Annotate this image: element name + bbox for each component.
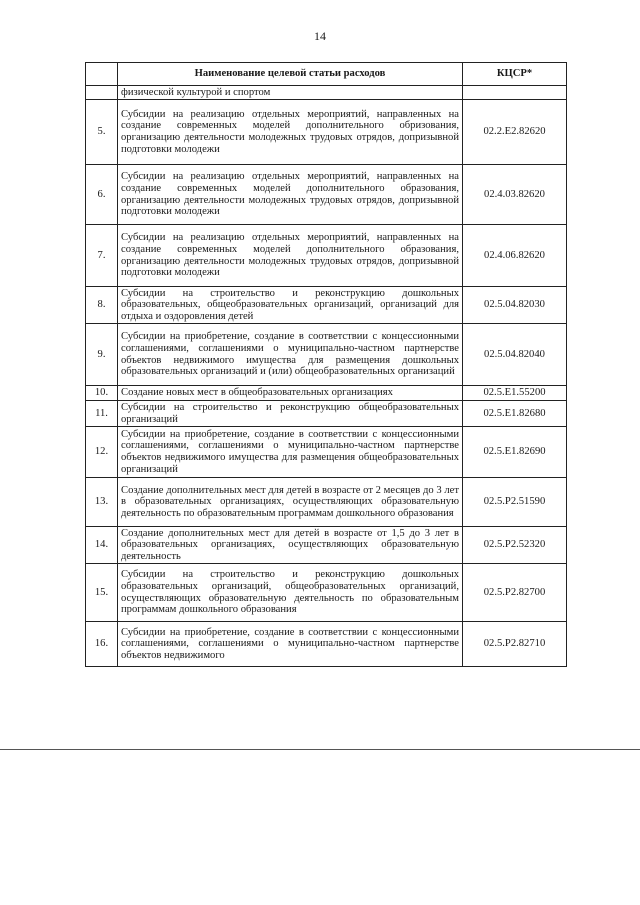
row-number: 15.	[86, 564, 118, 622]
row-name: Субсидии на приобретение, создание в соответствии с концессионными соглашениями, соглашениями о муниципально-частном партнерстве объектов недвижимого имущества для размещения общеобразовательных организаций	[118, 427, 463, 478]
row-code: 02.5.P2.52320	[463, 527, 567, 564]
row-name: Субсидии на строительство и реконструкцию общеобразовательных организаций	[118, 401, 463, 427]
row-number: 13.	[86, 478, 118, 527]
row-code: 02.5.P2.82700	[463, 564, 567, 622]
table-row	[86, 401, 567, 427]
row-name: Создание дополнительных мест для детей в возрасте от 2 месяцев до 3 лет в образовательных организациях, осуществляющих образовательную деятельность по образовательным программам дошкольного образования	[118, 478, 463, 527]
row-code: 02.5.P2.82710	[463, 622, 567, 667]
header-code-cell: КЦСР*	[463, 63, 567, 86]
row-code: 02.5.04.82040	[463, 324, 567, 386]
row-name: Субсидии на реализацию отдельных мероприятий, направленных на создание современных моделей дополнительного образования, организацию деятельности молодежных трудовых отрядов, допризывной подготовки молодежи	[118, 225, 463, 287]
row-name: Субсидии на реализацию отдельных мероприятий, направленных на создание современных моделей дополнительного обризования, организацию деятельности молодежных трудовых отрядов, допризывной подготовки молодежи	[118, 100, 463, 165]
row-name: Субсидии на строительство и реконструкцию дошкольных образовательных организаций, общеобразовательных организаций, осуществляющих образовательную деятельность по образовательным программам дошкольного образования	[118, 564, 463, 622]
row-name: Субсидии на приобретение, создание в соответствии с концессионными соглашениями, соглашениями о муниципально-частном партнерстве объектов недвижимого	[118, 622, 463, 667]
continuation-num-cell	[86, 86, 118, 100]
row-code: 02.5.04.82030	[463, 287, 567, 324]
table-row	[86, 225, 567, 287]
table-row	[86, 287, 567, 324]
row-code: 02.5.P2.51590	[463, 478, 567, 527]
table-row	[86, 478, 567, 527]
row-name: Создание дополнительных мест для детей в возрасте от 1,5 до 3 лет в образовательных организациях, осуществляющих образовательную деятельность	[118, 527, 463, 564]
row-number: 14.	[86, 527, 118, 564]
table-row	[86, 386, 567, 401]
footer-divider	[0, 749, 640, 750]
table-row	[86, 100, 567, 165]
row-code: 02.5.E1.55200	[463, 386, 567, 401]
row-code: 02.4.06.82620	[463, 225, 567, 287]
row-number: 10.	[86, 386, 118, 401]
row-number: 8.	[86, 287, 118, 324]
header-name-cell: Наименование целевой статьи расходов	[118, 63, 463, 86]
row-number: 6.	[86, 165, 118, 225]
row-name: Субсидии на реализацию отдельных мероприятий, направленных на создание современных моделей дополнительного образования, организацию деятельности молодежных трудовых отрядов, допризывной подготовки молодежи	[118, 165, 463, 225]
table-row	[86, 527, 567, 564]
table-row	[86, 427, 567, 478]
row-code: 02.5.E1.82690	[463, 427, 567, 478]
row-code: 02.2.E2.82620	[463, 100, 567, 165]
continuation-row	[86, 86, 567, 100]
row-number: 5.	[86, 100, 118, 165]
table-row	[86, 622, 567, 667]
header-num-cell	[86, 63, 118, 86]
row-code: 02.4.03.82620	[463, 165, 567, 225]
continuation-code-cell	[463, 86, 567, 100]
row-name: Создание новых мест в общеобразовательных организациях	[118, 386, 463, 401]
table-row	[86, 165, 567, 225]
table-row	[86, 324, 567, 386]
row-name: Субсидии на строительство и реконструкцию дошкольных образовательных, общеобразовательных организаций, организаций для отдыха и оздоровления детей	[118, 287, 463, 324]
row-number: 16.	[86, 622, 118, 667]
page-number: 14	[314, 29, 326, 43]
expenditure-table	[85, 62, 567, 667]
row-number: 12.	[86, 427, 118, 478]
table-row	[86, 564, 567, 622]
row-number: 9.	[86, 324, 118, 386]
row-number: 11.	[86, 401, 118, 427]
table-header-row	[86, 63, 567, 86]
row-number: 7.	[86, 225, 118, 287]
row-name: Субсидии на приобретение, создание в соответствии с концессионными соглашениями, соглашениями о муниципально-частном партнерстве объектов недвижимого имущества для размещения дошкольных образовательных организаций и (или) общеобразовательных организаций	[118, 324, 463, 386]
row-code: 02.5.E1.82680	[463, 401, 567, 427]
continuation-text: физической культурой и спортом	[118, 86, 463, 100]
